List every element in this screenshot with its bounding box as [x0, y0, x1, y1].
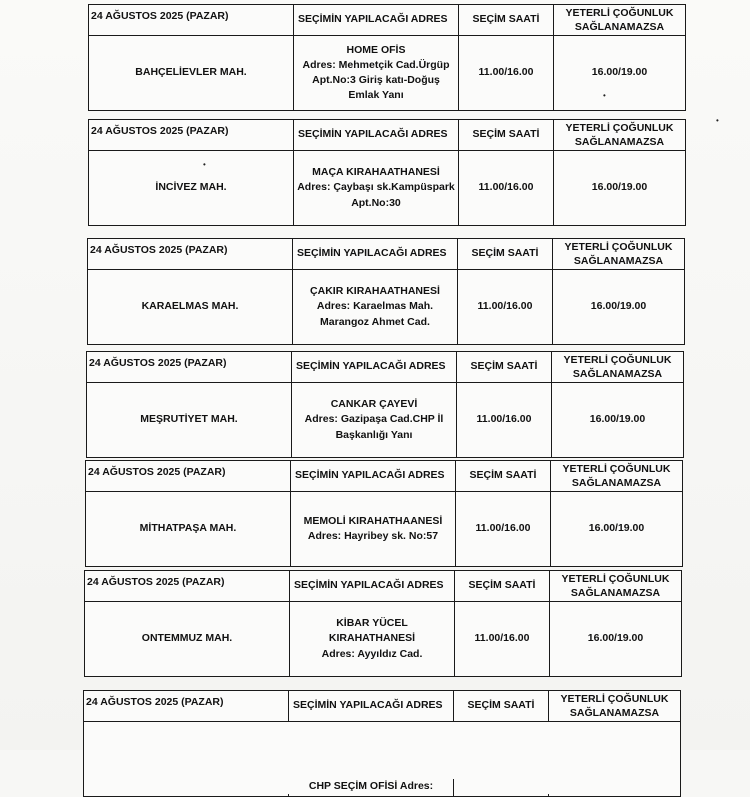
header-address: SEÇİMİN YAPILACAĞI ADRES	[294, 5, 459, 35]
header-time: SEÇİM SAATİ	[455, 571, 550, 601]
table-header	[89, 120, 685, 151]
scan-speck: •	[603, 91, 606, 100]
neighborhood-cell	[84, 794, 289, 796]
election-table	[84, 570, 682, 677]
table-row	[86, 492, 682, 566]
time-cell: 11.00/16.00	[455, 602, 550, 676]
table-row	[84, 722, 680, 796]
neighborhood-cell: BAHÇELİEVLER MAH.	[89, 36, 294, 110]
table-row	[89, 151, 685, 225]
election-table	[83, 690, 681, 797]
address-cell: ÇAKIR KIRAHAATHANESİ Adres: Karaelmas Mah. Marangoz Ahmet Cad.	[293, 270, 458, 344]
table-header	[88, 239, 684, 270]
header-date: 24 AĞUSTOS 2025 (PAZAR)	[89, 5, 294, 35]
header-fallback: YETERLİ ÇOĞUNLUK SAĞLANAMAZSA	[562, 462, 671, 489]
header-time: SEÇİM SAATİ	[459, 120, 554, 150]
fallback-time-cell: 16.00/19.00	[587, 632, 644, 645]
table-header	[84, 691, 680, 722]
election-table	[86, 351, 684, 458]
neighborhood-cell: ONTEMMUZ MAH.	[85, 602, 290, 676]
table-row	[85, 602, 681, 676]
header-date: 24 AĞUSTOS 2025 (PAZAR)	[85, 571, 290, 601]
election-table	[88, 4, 686, 111]
header-address: SEÇİMİN YAPILACAĞI ADRES	[291, 461, 456, 491]
header-address: SEÇİMİN YAPILACAĞI ADRES	[292, 352, 457, 382]
table-row	[89, 36, 685, 110]
header-time: SEÇİM SAATİ	[457, 352, 552, 382]
address-cell: MAÇA KIRAHAATHANESİ Adres: Çaybaşı sk.Kampüspark Apt.No:30	[294, 151, 459, 225]
address-cell: HOME OFİS Adres: Mehmetçik Cad.Ürgüp Apt.No:3 Giriş katı-Doğuş Emlak Yanı	[294, 36, 459, 110]
neighborhood-cell: İNCİVEZ MAH.	[89, 151, 294, 225]
header-time: SEÇİM SAATİ	[456, 461, 551, 491]
neighborhood-cell: KARAELMAS MAH.	[88, 270, 293, 344]
fallback-time-cell: 16.00/19.00	[591, 66, 648, 79]
header-address: SEÇİMİN YAPILACAĞI ADRES	[293, 239, 458, 269]
election-table	[87, 238, 685, 345]
header-address: SEÇİMİN YAPILACAĞI ADRES	[289, 691, 454, 721]
table-header	[87, 352, 683, 383]
header-date: 24 AĞUSTOS 2025 (PAZAR)	[87, 352, 292, 382]
election-table	[85, 460, 683, 567]
header-date: 24 AĞUSTOS 2025 (PAZAR)	[84, 691, 289, 721]
time-cell: 11.00/16.00	[459, 151, 554, 225]
time-cell	[454, 794, 549, 796]
fallback-time-cell: 16.00/19.00	[588, 522, 645, 535]
neighborhood-cell: MİTHATPAŞA MAH.	[86, 492, 291, 566]
header-address: SEÇİMİN YAPILACAĞI ADRES	[290, 571, 455, 601]
table-row	[88, 270, 684, 344]
header-address: SEÇİMİN YAPILACAĞI ADRES	[294, 120, 459, 150]
table-header	[89, 5, 685, 36]
time-cell: 11.00/16.00	[459, 36, 554, 110]
time-cell: 11.00/16.00	[456, 492, 551, 566]
table-header	[86, 461, 682, 492]
header-fallback: YETERLİ ÇOĞUNLUK SAĞLANAMAZSA	[563, 353, 672, 380]
time-cell: 11.00/16.00	[458, 270, 553, 344]
fallback-time-cell: 16.00/19.00	[591, 181, 648, 194]
fallback-time-cell: 16.00/19.00	[590, 300, 647, 313]
neighborhood-cell: MEŞRUTİYET MAH.	[87, 383, 292, 457]
scan-speck: •	[716, 116, 719, 125]
address-cell: CHP SEÇİM OFİSİ Adres:	[289, 779, 454, 796]
fallback-time-cell: 16.00/19.00	[589, 413, 646, 426]
address-cell: CANKAR ÇAYEVİ Adres: Gazipaşa Cad.CHP İl Başkanlığı Yanı	[292, 383, 457, 457]
header-time: SEÇİM SAATİ	[458, 239, 553, 269]
header-date: 24 AĞUSTOS 2025 (PAZAR)	[89, 120, 294, 150]
fallback-time-cell	[549, 794, 680, 796]
election-table	[88, 119, 686, 226]
header-date: 24 AĞUSTOS 2025 (PAZAR)	[86, 461, 291, 491]
header-fallback: YETERLİ ÇOĞUNLUK SAĞLANAMAZSA	[565, 6, 674, 33]
header-date: 24 AĞUSTOS 2025 (PAZAR)	[88, 239, 293, 269]
address-cell: MEMOLİ KIRAHATHAANESİ Adres: Hayribey sk. No:57	[291, 492, 456, 566]
table-row	[87, 383, 683, 457]
header-time: SEÇİM SAATİ	[454, 691, 549, 721]
address-cell: KİBAR YÜCEL KIRAHATHANESİ Adres: Ayyıldız Cad.	[290, 602, 455, 676]
header-fallback: YETERLİ ÇOĞUNLUK SAĞLANAMAZSA	[560, 692, 669, 719]
header-fallback: YETERLİ ÇOĞUNLUK SAĞLANAMAZSA	[561, 572, 670, 599]
scan-speck: •	[203, 160, 206, 169]
header-fallback: YETERLİ ÇOĞUNLUK SAĞLANAMAZSA	[564, 240, 673, 267]
header-time: SEÇİM SAATİ	[459, 5, 554, 35]
header-fallback: YETERLİ ÇOĞUNLUK SAĞLANAMAZSA	[565, 121, 674, 148]
time-cell: 11.00/16.00	[457, 383, 552, 457]
table-header	[85, 571, 681, 602]
